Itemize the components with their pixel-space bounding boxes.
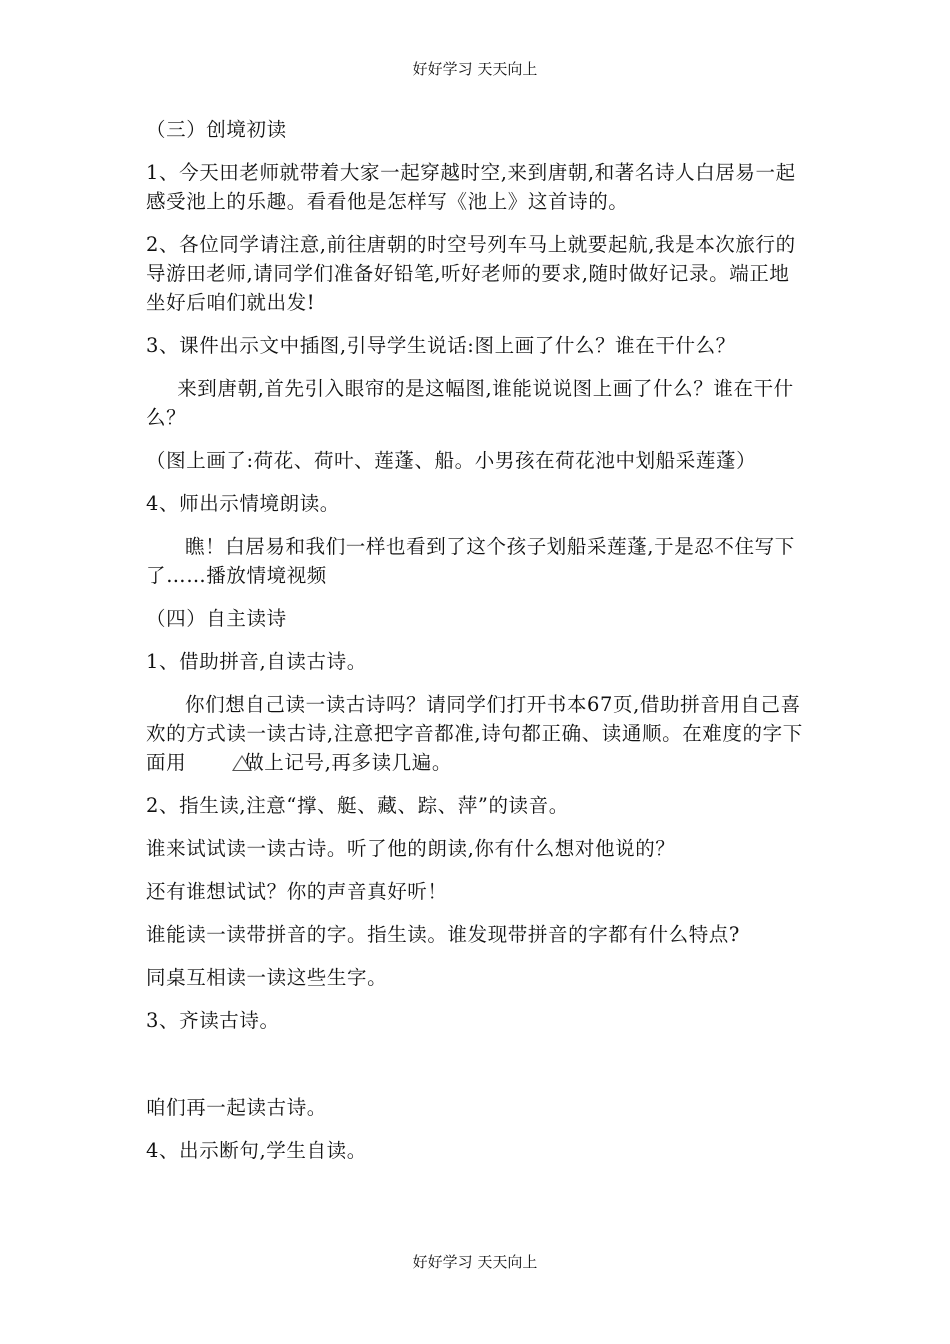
paragraph-text: 你们想自己读一读古诗吗？请同学们打开书本67页,借助拼音用自己喜欢的方式读一读古诗,注意把字音都准,诗句都正确、读通顺。在难度的字下面用 xyxy=(146,693,803,774)
paragraph: 3、课件出示文中插图,引导学生说话:图上画了什么？谁在干什么？ xyxy=(146,334,736,357)
spacer xyxy=(146,1049,806,1093)
triangle-mark-icon xyxy=(232,755,252,771)
paragraph-text: 做上记号,再多读几遍。 xyxy=(244,751,453,774)
paragraph: 还有谁想试试？你的声音真好听！ xyxy=(146,880,448,903)
paragraph: 1、今天田老师就带着大家一起穿越时空,来到唐朝,和著名诗人白居易一起感受池上的乐趣。看看他是怎样写《池上》这首诗的。 xyxy=(146,161,796,213)
paragraph: 来到唐朝,首先引入眼帘的是这幅图,谁能说说图上画了什么？谁在干什么？ xyxy=(146,377,794,429)
page-header: 好好学习 天天向上 xyxy=(412,60,538,78)
paragraph: 瞧！白居易和我们一样也看到了这个孩子划船采莲蓬,于是忍不住写下了……播放情境视频 xyxy=(146,535,795,587)
paragraph-with-mark xyxy=(146,690,806,777)
paragraph: （图上画了:荷花、荷叶、莲蓬、船。小男孩在荷花池中划船采莲蓬） xyxy=(146,449,757,472)
paragraph: 谁来试试读一读古诗。听了他的朗读,你有什么想对他说的？ xyxy=(146,837,676,860)
paragraph: 1、借助拼音,自读古诗。 xyxy=(146,650,367,673)
paragraph: 2、指生读,注意“撑、艇、藏、踪、萍”的读音。 xyxy=(146,794,569,817)
paragraph: 2、各位同学请注意,前往唐朝的时空号列车马上就要起航,我是本次旅行的导游田老师,请同学们准备好铅笔,听好老师的要求,随时做好记录。端正地坐好后咱们就出发! xyxy=(146,233,796,314)
document-body xyxy=(146,115,806,1179)
section-3-title: （三）创境初读 xyxy=(146,118,287,141)
paragraph: 4、出示断句,学生自读。 xyxy=(146,1139,367,1162)
paragraph: 谁能读一读带拼音的字。指生读。谁发现带拼音的字都有什么特点? xyxy=(146,923,740,946)
page-footer: 好好学习 天天向上 xyxy=(412,1253,538,1271)
paragraph: 4、师出示情境朗读。 xyxy=(146,492,340,515)
section-4-title: （四）自主读诗 xyxy=(146,607,287,630)
paragraph: 同桌互相读一读这些生字。 xyxy=(146,966,388,989)
paragraph: 咱们再一起读古诗。 xyxy=(146,1096,327,1119)
paragraph: 3、齐读古诗。 xyxy=(146,1009,280,1032)
